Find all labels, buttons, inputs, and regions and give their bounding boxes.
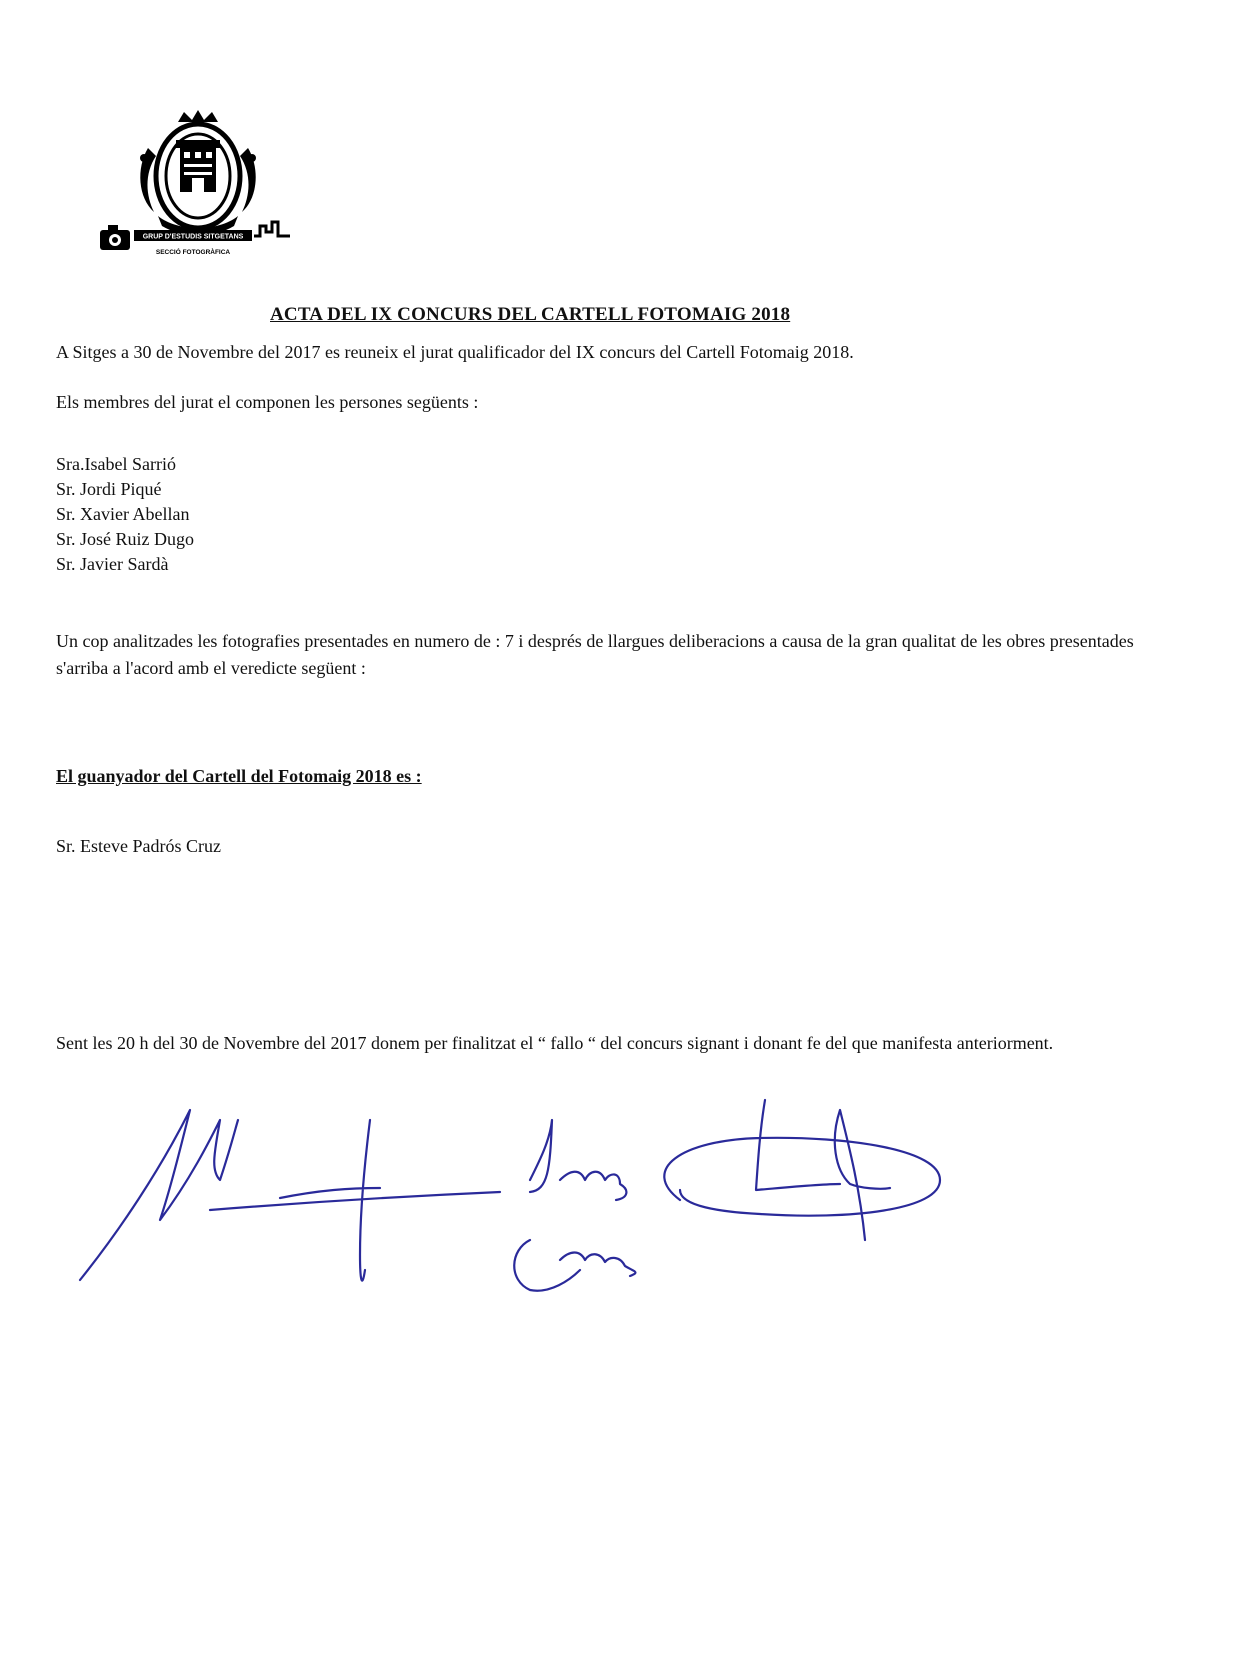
seal-icon (100, 108, 330, 280)
signature-1 (80, 1110, 238, 1280)
closing-paragraph: Sent les 20 h del 30 de Novembre del 2017 donem per finalitzat el “ fallo “ del concurs signant i donant fe del que manifesta anteriorment. (56, 1033, 1054, 1053)
svg-text:SECCIÓ FOTOGRÀFICA: SECCIÓ FOTOGRÀFICA (155, 249, 231, 256)
list-item: Sr. Javier Sardà (56, 554, 169, 574)
intro-paragraph: A Sitges a 30 de Novembre del 2017 es reuneix el jurat qualificador del IX concurs del Cartell Fotomaig 2018. (56, 342, 854, 362)
organization-logo (100, 108, 330, 280)
jury-members-list (56, 452, 194, 577)
winner-name: Sr. Esteve Padrós Cruz (56, 836, 221, 856)
signatures-area (60, 1080, 1020, 1320)
signature-3 (530, 1120, 626, 1200)
list-item: Sra.Isabel Sarrió (56, 454, 176, 474)
svg-text:GRUP D'ESTUDIS SITGETANS: GRUP D'ESTUDIS SITGETANS (142, 233, 244, 241)
signature-5 (514, 1240, 635, 1291)
document-title: ACTA DEL IX CONCURS DEL CARTELL FOTOMAIG 2018 (270, 304, 791, 325)
winner-heading: El guanyador del Cartell del Fotomaig 2018 es : (56, 766, 422, 786)
signature-4 (664, 1100, 940, 1240)
list-item: Sr. Xavier Abellan (56, 504, 190, 524)
list-item: Sr. Jordi Piqué (56, 479, 162, 499)
signature-2 (210, 1120, 500, 1281)
list-item: Sr. José Ruiz Dugo (56, 529, 195, 549)
analysis-paragraph: Un cop analitzades les fotografies presentades en numero de : 7 i després de llargues deliberacions a causa de la gran qualitat de les obres presentades s'arriba a l'acord amb el veredicte següent : (56, 631, 1134, 678)
members-intro: Els membres del jurat el componen les persones següents : (56, 392, 479, 412)
